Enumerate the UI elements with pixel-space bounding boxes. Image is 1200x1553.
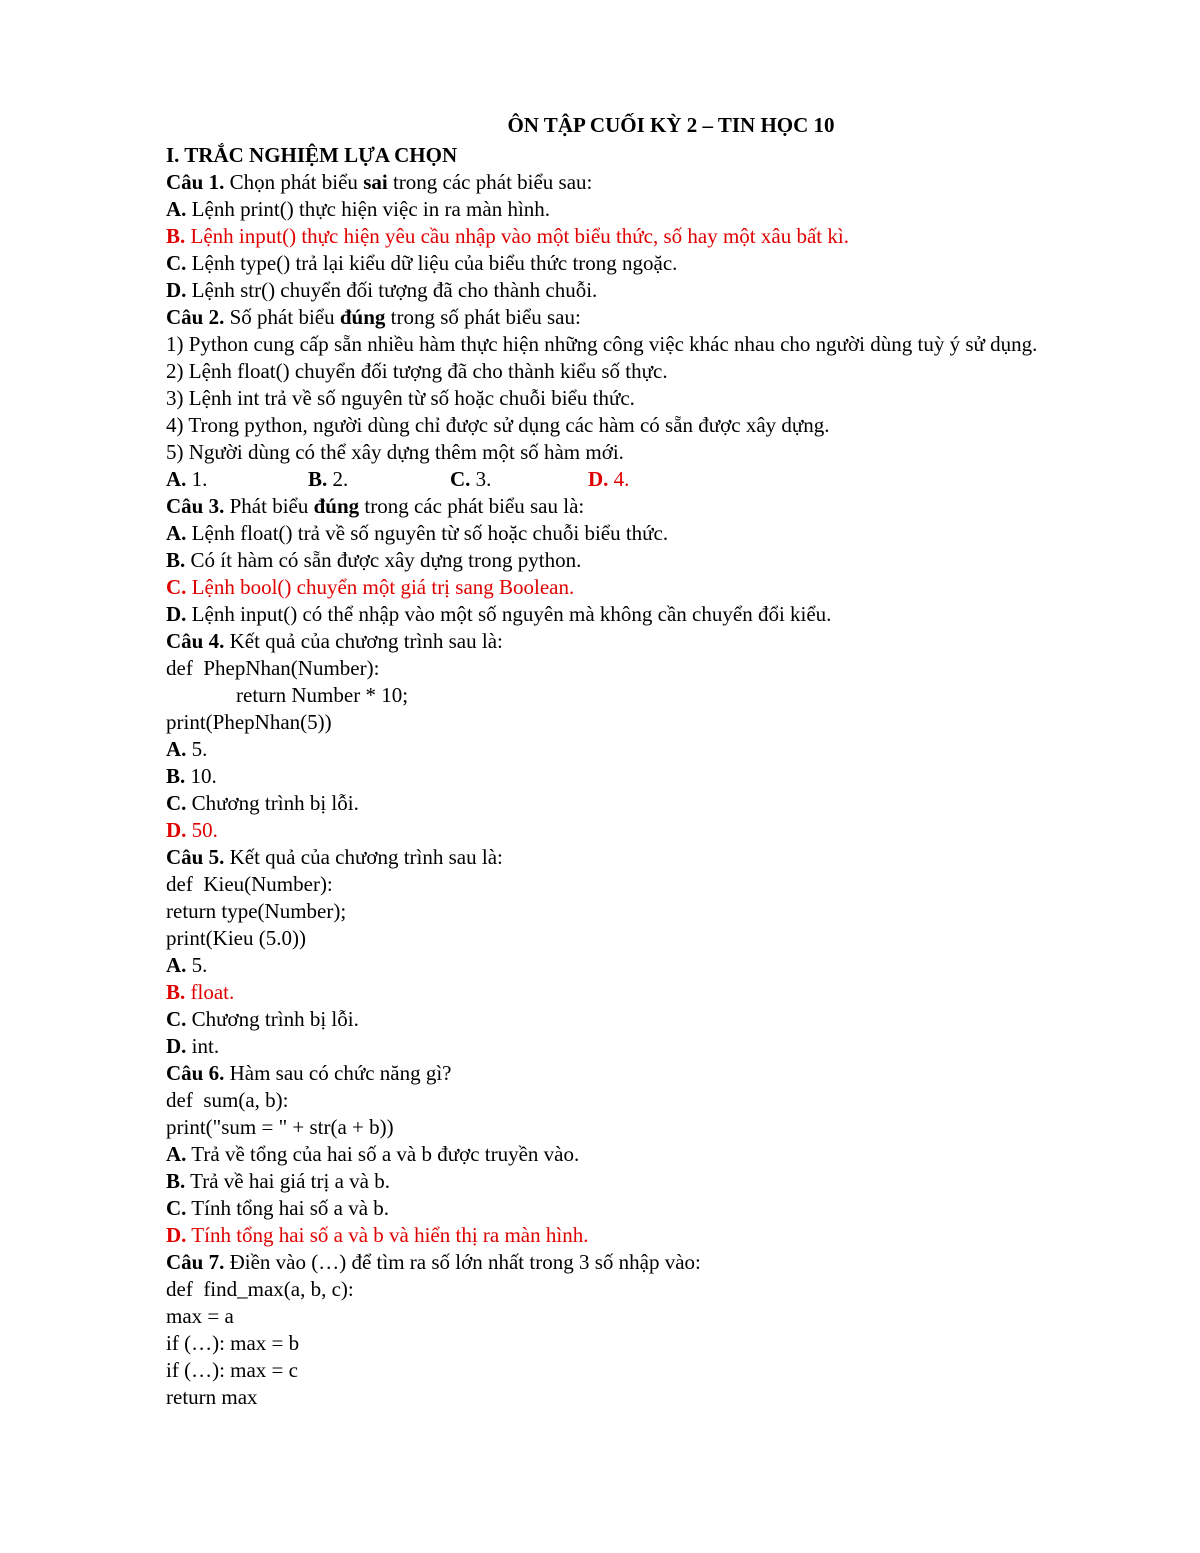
question-label: Câu 1. — [166, 170, 225, 194]
question-6 — [166, 1060, 1096, 1087]
q5-code-line: return type(Number); — [166, 899, 347, 923]
q6-code-line: def sum(a, b): — [166, 1088, 289, 1112]
q7-code-line: if (…): max = c — [166, 1358, 298, 1382]
option-text: Chương trình bị lỗi. — [186, 791, 359, 815]
question-emphasis: đúng — [313, 494, 360, 518]
q4-option-b — [166, 763, 1096, 790]
question-emphasis: sai — [363, 170, 388, 194]
option-text: int. — [186, 1034, 220, 1058]
q5-option-d — [166, 1033, 1096, 1060]
q5-code-line: print(Kieu (5.0)) — [166, 926, 306, 950]
option-label: D. — [166, 818, 187, 842]
q2-option-d-answer — [588, 466, 708, 493]
option-label: C. — [166, 251, 187, 275]
option-text: 10. — [185, 764, 217, 788]
option-text: Lệnh input() có thể nhập vào một số nguyên mà không cần chuyển đổi kiểu. — [186, 602, 832, 626]
question-4 — [166, 628, 1096, 655]
option-text: 3. — [470, 467, 492, 491]
q7-code-line: max = a — [166, 1304, 234, 1328]
option-text: Tính tổng hai số a và b và hiển thị ra màn hình. — [186, 1223, 589, 1247]
option-text: Lệnh bool() chuyển một giá trị sang Boolean. — [186, 575, 575, 599]
option-text: Lệnh print() thực hiện việc in ra màn hình. — [186, 197, 551, 221]
question-label: Câu 4. — [166, 629, 225, 653]
q4-code-line: print(PhepNhan(5)) — [166, 710, 332, 734]
option-text: Có ít hàm có sẵn được xây dựng trong python. — [185, 548, 582, 572]
q6-option-c — [166, 1195, 1096, 1222]
question-label: Câu 6. — [166, 1061, 225, 1085]
q4-option-d-answer — [166, 817, 1096, 844]
option-label: B. — [308, 467, 328, 491]
question-text: Điền vào (…) để tìm ra số lớn nhất trong 3 số nhập vào: — [224, 1250, 701, 1274]
option-label: D. — [588, 467, 609, 491]
q2-option-a — [166, 466, 308, 493]
question-text: Kết quả của chương trình sau là: — [224, 629, 503, 653]
option-text: Lệnh str() chuyển đối tượng đã cho thành chuỗi. — [186, 278, 598, 302]
q3-option-b — [166, 547, 1096, 574]
q4-code-line: def PhepNhan(Number): — [166, 656, 380, 680]
option-label: B. — [166, 548, 186, 572]
option-label: B. — [166, 764, 186, 788]
q3-option-a — [166, 520, 1096, 547]
q1-option-c — [166, 250, 1096, 277]
q6-code-line: print("sum = " + str(a + b)) — [166, 1115, 394, 1139]
q3-option-c-answer — [166, 574, 1096, 601]
q5-option-b-answer — [166, 979, 1096, 1006]
q4-option-a — [166, 736, 1096, 763]
q7-code-line: return max — [166, 1385, 258, 1409]
q2-options-row — [166, 466, 1096, 493]
section-heading: I. TRẮC NGHIỆM LỰA CHỌN — [166, 143, 458, 167]
option-label: C. — [166, 1196, 187, 1220]
q2-statement-3: 3) Lệnh int trả về số nguyên từ số hoặc chuỗi biểu thức. — [166, 386, 635, 410]
q4-option-c — [166, 790, 1096, 817]
page-title: ÔN TẬP CUỐI KỲ 2 – TIN HỌC 10 — [507, 113, 835, 137]
option-text: 5. — [186, 953, 208, 977]
question-5 — [166, 844, 1096, 871]
question-emphasis: đúng — [339, 305, 386, 329]
option-label: B. — [166, 1169, 186, 1193]
option-text: Trả về tổng của hai số a và b được truyền vào. — [186, 1142, 580, 1166]
option-label: A. — [166, 1142, 187, 1166]
q6-option-b — [166, 1168, 1096, 1195]
question-text: trong số phát biểu sau: — [385, 305, 581, 329]
q7-code-line: if (…): max = b — [166, 1331, 300, 1355]
option-text: Chương trình bị lỗi. — [186, 1007, 359, 1031]
option-label: D. — [166, 1034, 187, 1058]
option-label: D. — [166, 1223, 187, 1247]
question-text: Phát biểu — [224, 494, 314, 518]
option-label: B. — [166, 224, 186, 248]
question-text: Hàm sau có chức năng gì? — [224, 1061, 452, 1085]
option-label: D. — [166, 602, 187, 626]
q1-option-d — [166, 277, 1096, 304]
option-text: 5. — [186, 737, 208, 761]
question-3 — [166, 493, 1096, 520]
option-label: A. — [166, 737, 187, 761]
question-2 — [166, 304, 1096, 331]
q2-option-c — [450, 466, 588, 493]
option-label: C. — [166, 791, 187, 815]
option-label: C. — [166, 575, 187, 599]
option-text: Tính tổng hai số a và b. — [186, 1196, 390, 1220]
option-label: B. — [166, 980, 186, 1004]
question-1 — [166, 169, 1096, 196]
document-content — [166, 108, 1096, 1411]
q6-option-d-answer — [166, 1222, 1096, 1249]
option-label: A. — [166, 467, 187, 491]
option-text: Lệnh input() thực hiện yêu cầu nhập vào một biểu thức, số hay một xâu bất kì. — [185, 224, 849, 248]
question-text: Số phát biểu — [224, 305, 340, 329]
option-label: D. — [166, 278, 187, 302]
question-text: trong các phát biểu sau là: — [359, 494, 585, 518]
q5-option-c — [166, 1006, 1096, 1033]
q5-option-a — [166, 952, 1096, 979]
option-text: Trả về hai giá trị a và b. — [185, 1169, 390, 1193]
q2-statement-2: 2) Lệnh float() chuyển đối tượng đã cho thành kiểu số thực. — [166, 359, 668, 383]
option-label: A. — [166, 521, 187, 545]
option-label: A. — [166, 197, 187, 221]
q1-option-b-answer — [166, 223, 1096, 250]
q2-option-b — [308, 466, 450, 493]
option-label: A. — [166, 953, 187, 977]
q5-code-line: def Kieu(Number): — [166, 872, 333, 896]
option-text: 50. — [186, 818, 218, 842]
q3-option-d — [166, 601, 1096, 628]
question-7 — [166, 1249, 1096, 1276]
option-text: Lệnh float() trả về số nguyên từ số hoặc chuỗi biểu thức. — [186, 521, 669, 545]
q7-code-line: def find_max(a, b, c): — [166, 1277, 354, 1301]
option-text: 1. — [186, 467, 208, 491]
q4-code-line: return Number * 10; — [236, 683, 409, 707]
q2-statement-1: 1) Python cung cấp sẵn nhiều hàm thực hiện những công việc khác nhau cho người dùng tuỳ ý sử dụng. — [166, 332, 1038, 356]
question-text: trong các phát biểu sau: — [387, 170, 593, 194]
option-text: 2. — [327, 467, 349, 491]
option-text: Lệnh type() trả lại kiểu dữ liệu của biểu thức trong ngoặc. — [186, 251, 678, 275]
question-label: Câu 3. — [166, 494, 225, 518]
option-label: C. — [450, 467, 471, 491]
q1-option-a — [166, 196, 1096, 223]
question-label: Câu 2. — [166, 305, 225, 329]
q2-statement-5: 5) Người dùng có thể xây dựng thêm một số hàm mới. — [166, 440, 624, 464]
question-text: Chọn phát biểu — [224, 170, 364, 194]
question-label: Câu 5. — [166, 845, 225, 869]
option-text: float. — [185, 980, 235, 1004]
q2-statement-4: 4) Trong python, người dùng chỉ được sử dụng các hàm có sẵn được xây dựng. — [166, 413, 830, 437]
option-text: 4. — [608, 467, 630, 491]
q6-option-a — [166, 1141, 1096, 1168]
option-label: C. — [166, 1007, 187, 1031]
question-text: Kết quả của chương trình sau là: — [224, 845, 503, 869]
question-label: Câu 7. — [166, 1250, 225, 1274]
